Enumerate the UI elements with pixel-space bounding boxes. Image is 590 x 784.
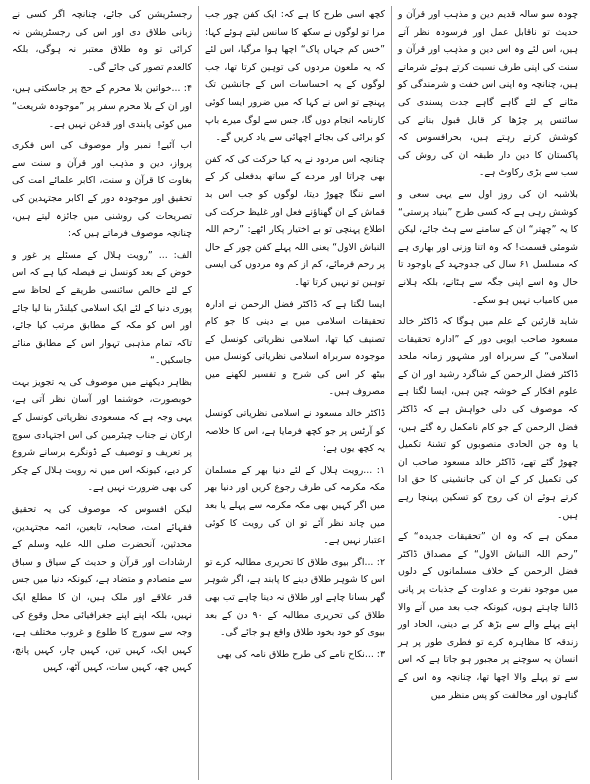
- paragraph: ممکن ہے کہ وہ ان ”تحقیقات جدیدہ“ کے ”رحم اللہ النباش الاول“ کے مصداق ڈاکٹر فضل الرحمن کے خلاف مسلمانوں کے دلوں میں موجود نفرت و عداوت کے جذبات پر پانی ڈالنا چاہتے ہوں، کیونکہ جب بعد میں آنے والا اپنے پہلے والے سے بڑھ کر بے دینی، الحاد اور زندقہ کا مظاہرہ کرے تو فطری طور پر ہر انسان یہ سوچنے پر مجبور ہو جاتا ہے کہ اس سے تو پہلے والا اچھا تھا، چنانچہ وہ اس کے گناہوں اور مخالفت کو پس منظر میں: [398, 531, 578, 701]
- paragraph: بظاہر دیکھنے میں موصوف کی یہ تجویز بہت خوبصورت، خوشنما اور آسان نظر آتی ہے، یہی وجہ ہے کہ مسعودی نظریاتی کونسل کے ارکان نے جناب چیئرمین کی اس اجتہادی سوچ پر تعریف و توصیف کے ڈونگرے برسانے شروع کر دیے، کیونکہ اس میں نہ رویت ہلال کے چکر کی بھی ضرورت نہیں ہے۔: [12, 376, 192, 494]
- paragraph: ڈاکٹر خالد مسعود نے اسلامی نظریاتی کونسل کو آرٹس پر جو کچھ فرمایا ہے، اس کا خلاصہ یہ کچھ یوں ہے:: [205, 408, 385, 455]
- column-left: [6, 6, 199, 780]
- paragraph: چودہ سو سالہ قدیم دین و مذہب اور قرآن و حدیث تو ناقابل عمل اور فرسودہ نظر آتے ہیں، اس لئے وہ اس دین و مذہب اور قرآن و سنت کی اپنی طرف نسبت کرتے ہوئے شرماتے ہیں، چنانچہ وہ اپنی اس خفت و شرمندگی کو مٹانے کے لئے گاہے گاہے جدت پسندی کی سائنس پر چڑھا کر قابل قبول بنانے کی کوشش کرتے رہتے ہیں، بحرافسوس کہ پاکستان کا دین دار طبقہ ان کی روش کی سب سے بڑی رکاوٹ ہے۔: [398, 9, 578, 179]
- paragraph: چنانچہ اس مردود نے یہ کیا حرکت کی کہ کفن بھی چراتا اور مردے کے ساتھ بدفعلی کر کے اسے ننگا چھوڑ دیتا، لوگوں کو جب اس بد قماش کے ان گھناؤنے فعل اور غلیظ حرکت کی اطلاع پہنچی تو بے اختیار پکار اٹھے: ”رحم اللہ النباش الاول“ یعنی اللہ پہلے کفن چور کے حال پر رحم فرمائے، کم از کم وہ مردوں کی ایسی توہین تو نہیں کرتا تھا۔: [205, 153, 385, 288]
- column-middle: [199, 6, 392, 780]
- list-item: ۴: ...خواتین بلا محرم کے حج پر جاسکتی ہیں، اور ان کے بلا محرم سفر پر ”موجودہ شریعت“ میں کوئی پابندی اور قدغن نہیں ہے۔: [11, 83, 192, 130]
- paragraph: کچھ اسی طرح کا ہے کہ: ایک کفن چور جب مرا تو لوگوں نے سکھ کا سانس لیتے ہوئے کہا: ”خس کم جہاں پاک“ اچھا ہوا مرگیا، اس لئے کہ یہ ملعون مردوں کی توہین کرتا تھا، جب لوگوں کے یہ احساسات اس کے جانشین تک پہنچے تو اس نے کہا کہ میں ضرور ایسا کوئی کارنامہ انجام دوں گا، جس سے لوگ میرے باپ کو برائی کی بجائے اچھائی سے یاد کریں گے۔: [205, 9, 385, 144]
- column-right: [392, 6, 584, 780]
- paragraph: ایسا لگتا ہے کہ ڈاکٹر فضل الرحمن نے ادارہ تحقیقات اسلامی میں بے دینی کا جو کام تصنیف کیا تھا، اسلامی نظریاتی کونسل کے موجودہ سربراہ اسلامی نظریاتی کونسل میں بیٹھ کر اس کی شرح و تفسیر لکھنے میں مصروف ہیں۔: [205, 298, 385, 398]
- paragraph: شاید قارئین کے علم میں ہوگا کہ ڈاکٹر خالد مسعود صاحب ایوبی دور کے ”ادارہ تحقیقات اسلامی“ کے سربراہ اور مشہور زمانہ ملحد ڈاکٹر فضل الرحمن کے شاگرد رشید اور ان کے علوم افکار کے خوشہ چین ہیں، ایسا لگتا ہے کہ موصوف کی دلی خواہش ہے کہ ڈاکٹر فضل الرحمن کے جو کام نامکمل رہ گئے ہیں، یا وہ جن الحادی منصوبوں کو تشنۂ تکمیل چھوڑ گئے تھے، ڈاکٹر خالد مسعود صاحب ان کی تکمیل کر کے ان کی جانشینی کا حق ادا کرتے ہوئے ان کی روح کو تسکین پہنچا رہے ہیں۔: [398, 316, 578, 521]
- list-item: ۲: ...اگر بیوی طلاق کا تحریری مطالبہ کرے تو اس کا شوہر طلاق دینے کا پابند ہے، اگر شوہر گھر بسانا چاہے اور طلاق نہ دینا چاہے تب بھی طلاق کی تحریری مطالبہ کے ۹۰ دن کے بعد بیوی کو خود بخود طلاق واقع ہو جائے گی۔: [205, 556, 385, 639]
- paragraph: بلاشبہ ان کی روز اول سے یہی سعی و کوشش رہی ہے کہ کسی طرح ”بنیاد پرستی“ کا یہ ”چھتر“ ان کے سامنے سے ہٹ جائے، لیکن شومئی قسمت! کہ وہ اتنا وزنی اور بھاری ہے کہ مسلسل ۶۱ سال کی جدوجہد کے باوجود تا حال وہ اسے اپنی جگہ سے ہٹانے، بلکہ ہلانے میں کامیاب نہیں ہو سکے۔: [398, 188, 578, 306]
- paragraph: رجسٹریشن کی جائے، چنانچہ اگر کسی نے زبانی طلاق دی اور اس کی رجسٹریشن نہ کرائی تو وہ طلاق معتبر نہ ہوگی، بلکہ کالعدم تصور کی جائے گی۔: [12, 9, 192, 73]
- paragraph: اب آئیے! نمبر وار موصوف کی اس فکری پرواز، دین و مذہب اور قرآن و سنت سے بغاوت کا قرآن و سنت، اکابر علمائے امت کی تحقیق اور موجودہ دور کے اکابر مجتہدین کی تصریحات کی روشنی میں جائزہ لیتے ہیں، چنانچہ موصوف فرماتے ہیں کہ:: [12, 140, 192, 240]
- list-item: ۳: ...نکاح نامے کی طرح طلاق نامہ کی بھی: [217, 648, 385, 660]
- list-item: ۱: ...رویت ہلال کے لئے دنیا بھر کے مسلمان مکہ مکرمہ کی طرف رجوع کریں اور دنیا بھر میں اگر کہیں بھی مکہ مکرمہ سے پہلے یا بعد میں چاند نظر آئے تو ان کی رویت کا کوئی اعتبار نہیں ہے۔: [205, 464, 385, 547]
- paragraph: لیکن افسوس کہ موصوف کی یہ تحقیق فقہائے امت، صحابہ، تابعین، ائمہ مجتہدین، محدثین، آنحضرت صلی اللہ علیہ وسلم کے ارشادات اور قرآن و حدیث کے سیاق و سباق سے متصادم و متضاد ہے، کیونکہ دنیا میں جس قدر علاقے اور ملک ہیں، ان کا مطلع ایک نہیں، بلکہ اپنے اپنے جغرافیائی محل وقوع کی وجہ سے سورج کا طلوع و غروب مختلف ہے، کہیں ایک، کہیں تین، کہیں چار، کہیں پانچ، کہیں چھ، کہیں سات، کہیں آٹھ، کہیں: [12, 504, 192, 674]
- quote-paragraph: الف: ... ”رویت ہلال کے مسئلے پر غور و خوض کے بعد کونسل نے فیصلہ کیا ہے کہ اس کے لئے خالص سائنسی طریقے کے لحاظ سے پوری دنیا کے لئے ایک اسلامی کیلنڈر بنا لیا جائے اور اس کو مکہ کے مطابق مرتب کیا جائے، تاکہ تمام مذہبی تہوار اس کے مطابق منائے جاسکیں۔“: [12, 249, 192, 367]
